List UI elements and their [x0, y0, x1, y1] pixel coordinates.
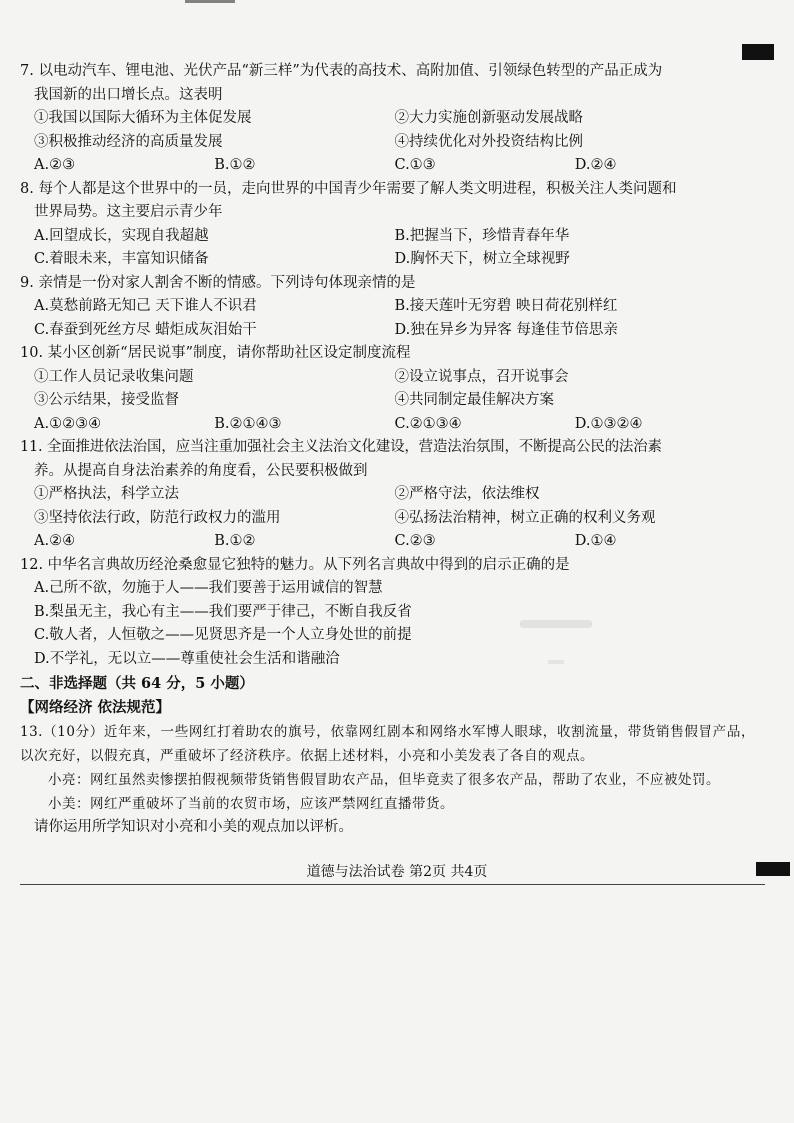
q9-option-c: C.春蚕到死丝方尽 蜡炬成灰泪始干: [34, 321, 257, 338]
q7-stem-line2: 我国新的出口增长点。这表明: [34, 86, 223, 103]
q8-options-row2: [20, 248, 755, 272]
q12-option-c: C.敬人者，人恒敬之——见贤思齐是一个人立身处世的前提: [34, 627, 412, 643]
q10-statement-4: ④共同制定最佳解决方案: [394, 392, 554, 408]
topic-heading: 【网络经济 依法规范】: [20, 699, 171, 716]
q11-option-b: B.①②: [214, 533, 256, 549]
q10-stem: 10. 某小区创新“居民说事”制度，请你帮助社区设定制度流程: [20, 345, 411, 361]
q10-option-b: B.②①④③: [214, 415, 282, 432]
q10-statements-row2: [20, 389, 755, 413]
q10-options: [20, 413, 755, 437]
q7-statement-2: ②大力实施创新驱动发展战略: [394, 110, 583, 126]
q8-stem-line2: 世界局势。这主要启示青少年: [34, 204, 223, 220]
q10-statement-3: ③公示结果，接受监督: [34, 392, 179, 408]
q11-stem-line1: 11. 全面推进依法治国，应当注重加强社会主义法治文化建设，营造法治氛围，不断提高公民的法治素: [20, 439, 662, 455]
q9-options-row1: [20, 295, 755, 319]
section-heading: 二、非选择题（共 64 分，5 小题）: [20, 675, 254, 692]
page-footer: 道德与法治试卷 第2页 共4页: [306, 864, 488, 880]
footer-rule: [20, 884, 765, 885]
q11-stem-line2: 养。从提高自身法治素养的角度看，公民要积极做到: [34, 462, 368, 479]
q13-xiaoliang-view: 小亮：网红虽然卖惨摆拍假视频带货销售假冒助农产品，但毕竟卖了很多农产品，帮助了农业，不应被处罚。: [48, 772, 720, 788]
q7-statements-row2: [20, 131, 755, 155]
question-content: [20, 60, 755, 840]
q9-option-b: B.接天莲叶无穷碧 映日荷花别样红: [394, 298, 618, 314]
q10-option-a: A.①②③④: [34, 415, 102, 432]
q11-statements-row1: [20, 483, 755, 507]
q7-option-b: B.①②: [214, 157, 256, 173]
q8-option-c: C.着眼未来，丰富知识储备: [34, 251, 209, 267]
q8-options-row1: [20, 225, 755, 249]
q8-stem-line1: 8. 每个人都是这个世界中的一员，走向世界的中国青少年需要了解人类文明进程，积极关注人类问题和: [20, 180, 677, 197]
q11-option-a: A.②④: [34, 533, 76, 549]
q7-statement-4: ④持续优化对外投资结构比例: [394, 133, 583, 150]
q12-option-b: B.梨虽无主，我心有主——我们要严于律己，不断自我反省: [34, 603, 412, 620]
q7-statement-1: ①我国以国际大循环为主体促发展: [34, 110, 252, 126]
q10-option-d: D.①③②④: [574, 415, 643, 432]
q12-option-d: D.不学礼，无以立——尊重使社会生活和谐融洽: [34, 650, 340, 667]
q7-option-a: A.②③: [34, 157, 76, 173]
q7-statement-3: ③积极推动经济的高质量发展: [34, 133, 223, 150]
q7-option-d: D.②④: [574, 157, 617, 173]
q11-option-c: C.②③: [394, 533, 436, 549]
q11-statement-2: ②严格守法，依法维权: [394, 486, 540, 502]
q11-statement-3: ③坚持依法行政，防范行政权力的滥用: [34, 509, 281, 526]
q11-option-d: D.①④: [574, 533, 617, 549]
q7-options: [20, 154, 755, 178]
q7-option-c: C.①③: [394, 157, 436, 173]
q8-option-d: D.胸怀天下，树立全球视野: [394, 251, 570, 267]
q8-option-a: A.回望成长，实现自我超越: [34, 227, 209, 244]
q11-statement-1: ①严格执法，科学立法: [34, 486, 179, 502]
q8-option-b: B.把握当下，珍惜青春年华: [394, 227, 570, 244]
q13-question: 请你运用所学知识对小亮和小美的观点加以评析。: [34, 819, 353, 835]
q9-option-d: D.独在异乡为异客 每逢佳节倍思亲: [394, 321, 618, 338]
q11-statements-row2: [20, 507, 755, 531]
q10-option-c: C.②①③④: [394, 415, 462, 432]
q13-stem: 13.（10分）近年来，一些网红打着助农的旗号，依靠网红剧本和网络水军博人眼球，收割流量，带货销售假冒产品，以次充好，以假充真，严重破坏了经济秩序。依据上述材料，小亮和小美发表了各自的观点。: [20, 724, 755, 764]
q7-statements-row1: [20, 107, 755, 131]
q9-stem: 9. 亲情是一份对家人割舍不断的情感。下列诗句体现亲情的是: [20, 274, 416, 291]
alignment-marker-top: [742, 44, 774, 60]
q10-statement-2: ②设立说事点，召开说事会: [394, 368, 569, 385]
q11-statement-4: ④弘扬法治精神，树立正确的权利义务观: [394, 509, 656, 526]
q12-stem: 12. 中华名言典故历经沧桑愈显它独特的魅力。从下列名言典故中得到的启示正确的是: [20, 556, 570, 573]
scan-mark-top: [185, 0, 235, 3]
q9-option-a: A.莫愁前路无知己 天下谁人不识君: [34, 298, 257, 314]
alignment-marker-bottom: [756, 862, 790, 876]
q10-statement-1: ①工作人员记录收集问题: [34, 368, 194, 385]
q13-xiaomei-view: 小美：网红严重破坏了当前的农贸市场，应该严禁网红直播带货。: [48, 796, 454, 812]
q10-statements-row1: [20, 366, 755, 390]
q12-option-a: A.己所不欲，勿施于人——我们要善于运用诚信的智慧: [34, 580, 383, 596]
q11-options: [20, 530, 755, 554]
q7-stem-line1: 7. 以电动汽车、锂电池、光伏产品“新三样”为代表的高技术、高附加值、引领绿色转型的产品正成为: [20, 63, 663, 79]
q9-options-row2: [20, 319, 755, 343]
